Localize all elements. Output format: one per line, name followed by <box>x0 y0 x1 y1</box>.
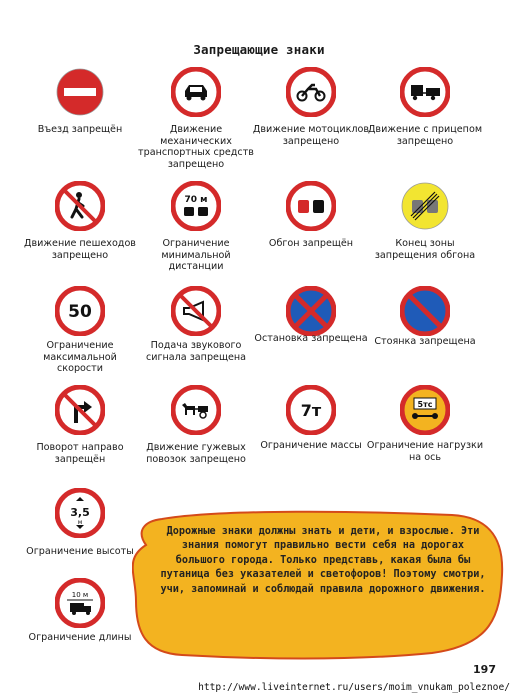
svg-text:7т: 7т <box>300 401 322 420</box>
sign-label: Ограничение длины <box>28 632 132 643</box>
no-stopping-sign-icon <box>286 286 336 336</box>
info-note <box>132 505 508 663</box>
no-horse-carts-sign-icon <box>171 385 221 435</box>
sign-label: Ограничение минимальной дистанции <box>161 238 231 273</box>
no-trailers-sign-icon <box>400 67 450 117</box>
no-entry-sign-icon <box>55 67 105 117</box>
sign-label: Ограничение нагрузки на ось <box>366 440 484 463</box>
svg-text:5тс: 5тс <box>417 400 433 409</box>
sign-label: Движение мотоциклов запрещено <box>252 124 370 147</box>
sign-label: Поворот направо запрещён <box>36 442 124 465</box>
height-limit-sign-icon <box>55 488 105 538</box>
no-motor-vehicles-sign-icon <box>171 67 221 117</box>
weight-limit-sign-icon <box>286 385 336 435</box>
end-no-overtaking-sign-icon <box>400 181 450 231</box>
sign-label: Движение с прицепом запрещено <box>367 124 483 147</box>
sign-label: Въезд запрещён <box>37 124 123 135</box>
no-overtaking-sign-icon <box>286 181 336 231</box>
svg-text:3,5: 3,5 <box>70 506 90 519</box>
page-title: Запрещающие знаки <box>193 42 325 57</box>
sign-label: Движение пешеходов запрещено <box>24 238 136 261</box>
speed-limit-sign-icon <box>55 286 105 336</box>
no-pedestrians-sign-icon <box>55 181 105 231</box>
no-parking-sign-icon <box>400 286 450 336</box>
sign-label: Подача звукового сигнала запрещена <box>145 340 247 363</box>
note-text: Дорожные знаки должны знать и дети, и взрослые. Эти знания помогут правильно вести себя на дорогах большого города. Только представь, какая была бы путаница без указателей и светофоров! Поэтому смотри, учи, запоминай и соблюдай правила дорожного движения. <box>160 526 486 595</box>
minimum-distance-sign-icon <box>171 181 221 231</box>
sign-label: Движение механических транспортных средств запрещено <box>138 124 254 170</box>
no-right-turn-sign-icon <box>55 385 105 435</box>
svg-text:50: 50 <box>68 302 92 322</box>
svg-text:м: м <box>77 519 83 526</box>
sign-label: Ограничение максимальной скорости <box>43 340 117 375</box>
page-number: 197 <box>473 663 496 676</box>
no-horn-sign-icon <box>171 286 221 336</box>
svg-text:70 м: 70 м <box>184 195 208 205</box>
sign-label: Остановка запрещена <box>254 333 368 344</box>
sign-label: Конец зоны запрещения обгона <box>374 238 476 261</box>
sign-label: Стоянка запрещена <box>374 336 476 347</box>
watermark-url[interactable]: http://www.liveinternet.ru/users/moim_vnukam_poleznoe/ <box>148 682 510 696</box>
svg-text:10 м: 10 м <box>71 591 89 599</box>
sign-label: Ограничение массы <box>260 440 362 451</box>
length-limit-sign-icon <box>55 578 105 628</box>
no-motorcycles-sign-icon <box>286 67 336 117</box>
sign-label: Движение гужевых повозок запрещено <box>146 442 246 465</box>
axle-load-limit-sign-icon <box>400 385 450 435</box>
sign-label: Ограничение высоты <box>26 546 134 557</box>
sign-label: Обгон запрещён <box>268 238 354 249</box>
